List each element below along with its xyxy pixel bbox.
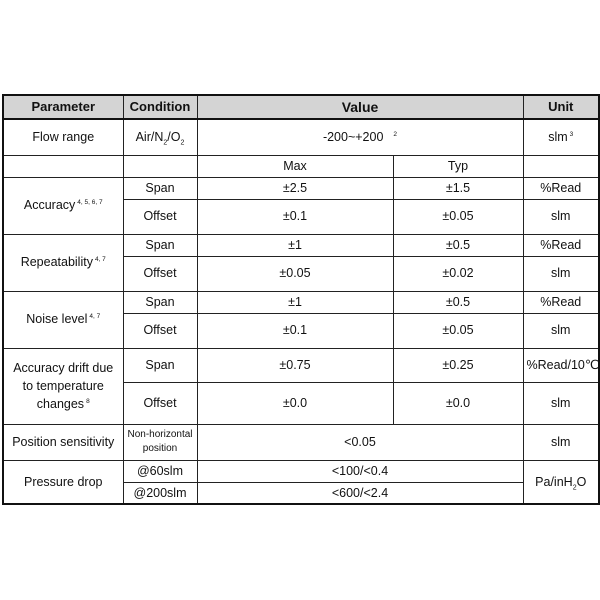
typ-cell: ±0.25 — [393, 348, 523, 382]
condition-cell: @60slm — [123, 460, 197, 482]
max-cell: ±0.75 — [197, 348, 393, 382]
pressure-drop-label: Pressure drop — [3, 460, 123, 504]
unit-cell: %Read — [523, 234, 599, 256]
pressure-value: <100/<0.4 — [197, 460, 523, 482]
header-unit: Unit — [523, 95, 599, 119]
unit-cell: %Read/10℃ — [523, 348, 599, 382]
flow-range-value: -200~+200 $^2$ — [197, 119, 523, 155]
max-cell: ±2.5 — [197, 177, 393, 199]
table-row — [3, 348, 599, 382]
header-row — [3, 95, 599, 119]
accuracy-drift-label: Accuracy drift due to temperature changes $^8$ — [3, 348, 123, 424]
max-cell: ±1 — [197, 234, 393, 256]
table-row-position-sensitivity — [3, 424, 599, 460]
typ-cell: ±0.0 — [393, 382, 523, 424]
unit-cell: slm — [523, 382, 599, 424]
unit-cell: %Read — [523, 291, 599, 313]
position-sensitivity-label: Position sensitivity — [3, 424, 123, 460]
unit-cell: slm — [523, 199, 599, 234]
max-cell: ±0.0 — [197, 382, 393, 424]
table-row-subheader — [3, 155, 599, 177]
pressure-value: <600/<2.4 — [197, 482, 523, 504]
flow-range-unit: slm $^3$ — [523, 119, 599, 155]
table-row — [3, 177, 599, 199]
repeatability-label: Repeatability $^{4, 7}$ — [3, 234, 123, 291]
specification-table — [2, 94, 600, 505]
typ-cell: ±0.05 — [393, 313, 523, 348]
noise-level-label: Noise level $^{4, 7}$ — [3, 291, 123, 348]
subheader-max: Max — [197, 155, 393, 177]
subheader-typ: Typ — [393, 155, 523, 177]
header-condition: Condition — [123, 95, 197, 119]
max-cell: ±0.1 — [197, 313, 393, 348]
header-parameter: Parameter — [3, 95, 123, 119]
condition-cell: @200slm — [123, 482, 197, 504]
condition-cell: Span — [123, 177, 197, 199]
position-unit: slm — [523, 424, 599, 460]
position-value: <0.05 — [197, 424, 523, 460]
max-cell: ±1 — [197, 291, 393, 313]
table-row — [3, 291, 599, 313]
condition-cell: Span — [123, 291, 197, 313]
table-row — [3, 460, 599, 482]
condition-cell: Offset — [123, 313, 197, 348]
condition-cell: Offset — [123, 382, 197, 424]
condition-cell: Span — [123, 234, 197, 256]
flow-range-condition: Air/$N_2/O_2$ — [123, 119, 197, 155]
max-cell: ±0.05 — [197, 256, 393, 291]
max-cell: ±0.1 — [197, 199, 393, 234]
table-row-flow-range — [3, 119, 599, 155]
typ-cell: ±0.5 — [393, 291, 523, 313]
condition-cell: Offset — [123, 199, 197, 234]
condition-cell: Offset — [123, 256, 197, 291]
unit-cell: slm — [523, 256, 599, 291]
header-value: Value — [197, 95, 523, 119]
typ-cell: ±1.5 — [393, 177, 523, 199]
unit-cell: %Read — [523, 177, 599, 199]
table-row — [3, 234, 599, 256]
accuracy-label: Accuracy $^{4, 5, 6, 7}$ — [3, 177, 123, 234]
unit-cell: slm — [523, 313, 599, 348]
pressure-unit: Pa/inH$_2$O — [523, 460, 599, 504]
flow-range-label: Flow range — [3, 119, 123, 155]
condition-cell: Span — [123, 348, 197, 382]
typ-cell: ±0.05 — [393, 199, 523, 234]
position-condition: Non-horizontal position — [123, 424, 197, 460]
typ-cell: ±0.5 — [393, 234, 523, 256]
typ-cell: ±0.02 — [393, 256, 523, 291]
